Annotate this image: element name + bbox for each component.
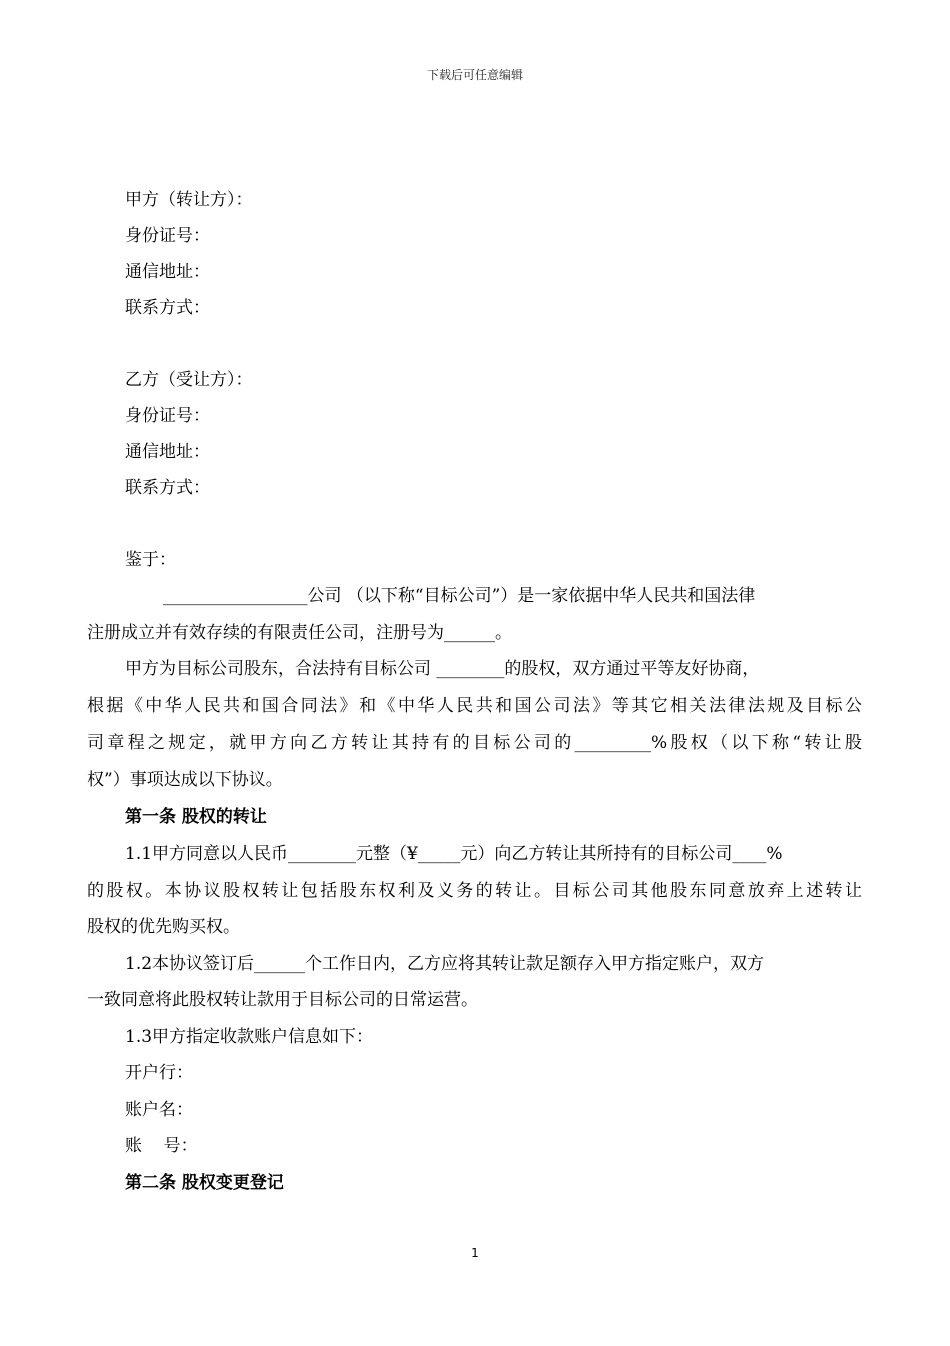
- article-2-heading: 第二条 股权变更登记: [125, 1173, 284, 1193]
- recital-paragraph-1-line-2: 注册成立并有效存续的有限责任公司，注册号为______。: [87, 623, 512, 643]
- party-b-contact-label: 联系方式：: [125, 478, 210, 498]
- clause-1-1-line-3: 股权的优先购买权。: [87, 917, 240, 937]
- party-a-contact-label: 联系方式：: [125, 298, 210, 318]
- bank-label: 开户行：: [125, 1063, 193, 1083]
- clause-1-3-line-1: 1.3甲方指定收款账户信息如下：: [125, 1027, 374, 1047]
- account-name-label: 账户名：: [125, 1100, 193, 1120]
- recital-paragraph-2-line-4: 权”）事项达成以下协议。: [87, 770, 283, 790]
- header-watermark: 下载后可任意编辑: [426, 68, 523, 82]
- recital-paragraph-1-line-1: _________________公司 （以下称“目标公司”）是一家依据中华人民共和国法律: [163, 586, 756, 606]
- recital-paragraph-2-line-3: 司章程之规定，就甲方向乙方转让其持有的目标公司的_________%股权（以下称“转让股: [87, 733, 862, 753]
- clause-1-1-line-2: 的股权。本协议股权转让包括股东权利及义务的转让。目标公司其他股东同意放弃上述转让: [87, 881, 862, 901]
- recital-paragraph-2-line-2: 根据《中华人民共和国合同法》和《中华人民共和国公司法》等其它相关法律法规及目标公: [87, 696, 862, 716]
- party-b-address-label: 通信地址：: [125, 442, 210, 462]
- party-b-id-label: 身份证号：: [125, 406, 210, 426]
- clause-1-2-line-1: 1.2本协议签订后______个工作日内，乙方应将其转让款足额存入甲方指定账户，双方: [125, 954, 765, 974]
- recital-paragraph-2-line-1: 甲方为目标公司股东，合法持有目标公司 ________的股权，双方通过平等友好协商，: [125, 659, 760, 679]
- party-a-title: 甲方（转让方）：: [125, 190, 253, 210]
- account-number-label: 账 号：: [125, 1136, 198, 1156]
- article-1-heading: 第一条 股权的转让: [125, 807, 267, 827]
- clause-1-1-line-1: 1.1甲方同意以人民币________元整（¥_____元）向乙方转让其所持有的目标公司____%: [125, 844, 783, 864]
- clause-1-2-line-2: 一致同意将此股权转让款用于目标公司的日常运营。: [87, 990, 478, 1010]
- recitals-heading: 鉴于：: [125, 550, 176, 570]
- party-a-id-label: 身份证号：: [125, 226, 210, 246]
- party-a-address-label: 通信地址：: [125, 262, 210, 282]
- party-b-title: 乙方（受让方）：: [125, 370, 253, 390]
- page-number: 1: [471, 1246, 479, 1260]
